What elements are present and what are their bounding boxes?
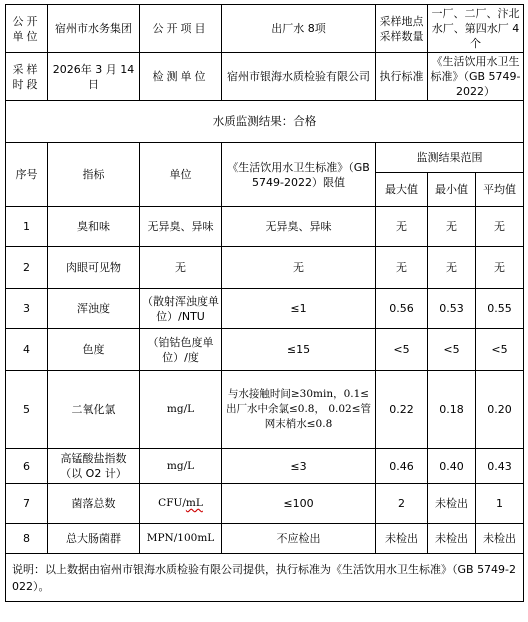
row-min: 无	[428, 247, 476, 289]
lab-value: 宿州市银海水质检验有限公司	[222, 53, 376, 101]
row-max: 2	[376, 484, 428, 524]
sampling-value: 一厂、二厂、汴北水厂、第四水厂 4 个	[428, 5, 524, 53]
row-max: 0.22	[376, 371, 428, 449]
row-index: 4	[6, 329, 48, 371]
row-avg: 0.55	[476, 289, 524, 329]
row-limit: ≤100	[222, 484, 376, 524]
row-limit: 无	[222, 247, 376, 289]
row-limit: 无异臭、异味	[222, 207, 376, 247]
col-header-range: 监测结果范围	[376, 143, 524, 173]
row-avg: 未检出	[476, 524, 524, 554]
row-avg: 1	[476, 484, 524, 524]
row-index: 7	[6, 484, 48, 524]
period-value: 2026年 3 月 14日	[48, 53, 140, 101]
table-row	[6, 484, 524, 524]
row-unit: 无异臭、异味	[140, 207, 222, 247]
row-avg: 0.43	[476, 449, 524, 484]
row-indicator: 色度	[48, 329, 140, 371]
row-min: 0.53	[428, 289, 476, 329]
row-unit-prefix: CFU/	[158, 497, 186, 509]
row-max: <5	[376, 329, 428, 371]
note-row	[6, 554, 524, 602]
monitoring-result: 水质监测结果：合格	[6, 101, 524, 143]
row-limit: 不应检出	[222, 524, 376, 554]
table-row	[6, 329, 524, 371]
row-limit: 与水接触时间≥30min，0.1≤出厂水中余氯≤0.8， 0.02≤管网末梢水≤0.8	[222, 371, 376, 449]
row-unit: （散射浑浊度单位）/NTU	[140, 289, 222, 329]
period-label: 采样时段	[6, 53, 48, 101]
row-index: 2	[6, 247, 48, 289]
row-unit: （铂钴色度单位）/度	[140, 329, 222, 371]
table-row	[6, 449, 524, 484]
row-index: 6	[6, 449, 48, 484]
unit-value: 宿州市水务集团	[48, 5, 140, 53]
footnote: 说明：以上数据由宿州市银海水质检验有限公司提供，执行标准为《生活饮用水卫生标准》（GB 5749-2022）。	[6, 554, 524, 602]
row-indicator: 浑浊度	[48, 289, 140, 329]
row-min: 0.18	[428, 371, 476, 449]
row-max: 未检出	[376, 524, 428, 554]
row-avg: 0.20	[476, 371, 524, 449]
row-limit: ≤3	[222, 449, 376, 484]
row-min: 未检出	[428, 524, 476, 554]
row-unit: mg/L	[140, 449, 222, 484]
row-index: 1	[6, 207, 48, 247]
row-min: <5	[428, 329, 476, 371]
row-limit: ≤1	[222, 289, 376, 329]
row-max: 0.46	[376, 449, 428, 484]
row-index: 5	[6, 371, 48, 449]
row-unit-suffix: mL	[185, 497, 203, 509]
row-min: 0.40	[428, 449, 476, 484]
row-unit: MPN/100mL	[140, 524, 222, 554]
table-row	[6, 289, 524, 329]
table-row	[6, 524, 524, 554]
row-avg: 无	[476, 247, 524, 289]
item-label: 公开项目	[140, 5, 222, 53]
row-min: 未检出	[428, 484, 476, 524]
table-row	[6, 247, 524, 289]
row-indicator: 菌落总数	[48, 484, 140, 524]
header-row-1	[6, 5, 524, 53]
result-row	[6, 101, 524, 143]
row-index: 3	[6, 289, 48, 329]
row-max: 无	[376, 247, 428, 289]
row-limit: ≤15	[222, 329, 376, 371]
col-header-unit: 单位	[140, 143, 222, 207]
row-max: 无	[376, 207, 428, 247]
lab-label: 检测单位	[140, 53, 222, 101]
row-index: 8	[6, 524, 48, 554]
row-unit: 无	[140, 247, 222, 289]
row-avg: 无	[476, 207, 524, 247]
sampling-label: 采样地点采样数量	[376, 5, 428, 53]
col-header-avg: 平均值	[476, 173, 524, 207]
row-indicator: 肉眼可见物	[48, 247, 140, 289]
header-row-2	[6, 53, 524, 101]
table-row	[6, 371, 524, 449]
row-min: 无	[428, 207, 476, 247]
water-quality-table	[5, 4, 524, 602]
col-header-limit: 《生活饮用水卫生标准》（GB 5749-2022）限值	[222, 143, 376, 207]
row-indicator: 高锰酸盐指数（以 O2 计）	[48, 449, 140, 484]
col-header-max: 最大值	[376, 173, 428, 207]
row-avg: <5	[476, 329, 524, 371]
unit-label: 公开单位	[6, 5, 48, 53]
row-indicator: 二氧化氯	[48, 371, 140, 449]
table-row	[6, 207, 524, 247]
item-value: 出厂水 8项	[222, 5, 376, 53]
row-indicator: 总大肠菌群	[48, 524, 140, 554]
col-header-index: 序号	[6, 143, 48, 207]
row-unit: mg/L	[140, 371, 222, 449]
standard-value: 《生活饮用水卫生标准》（GB 5749-2022）	[428, 53, 524, 101]
col-header-indicator: 指标	[48, 143, 140, 207]
col-header-min: 最小值	[428, 173, 476, 207]
standard-label: 执行标准	[376, 53, 428, 101]
row-unit	[140, 484, 222, 524]
row-indicator: 臭和味	[48, 207, 140, 247]
column-header-row-1	[6, 143, 524, 173]
row-max: 0.56	[376, 289, 428, 329]
